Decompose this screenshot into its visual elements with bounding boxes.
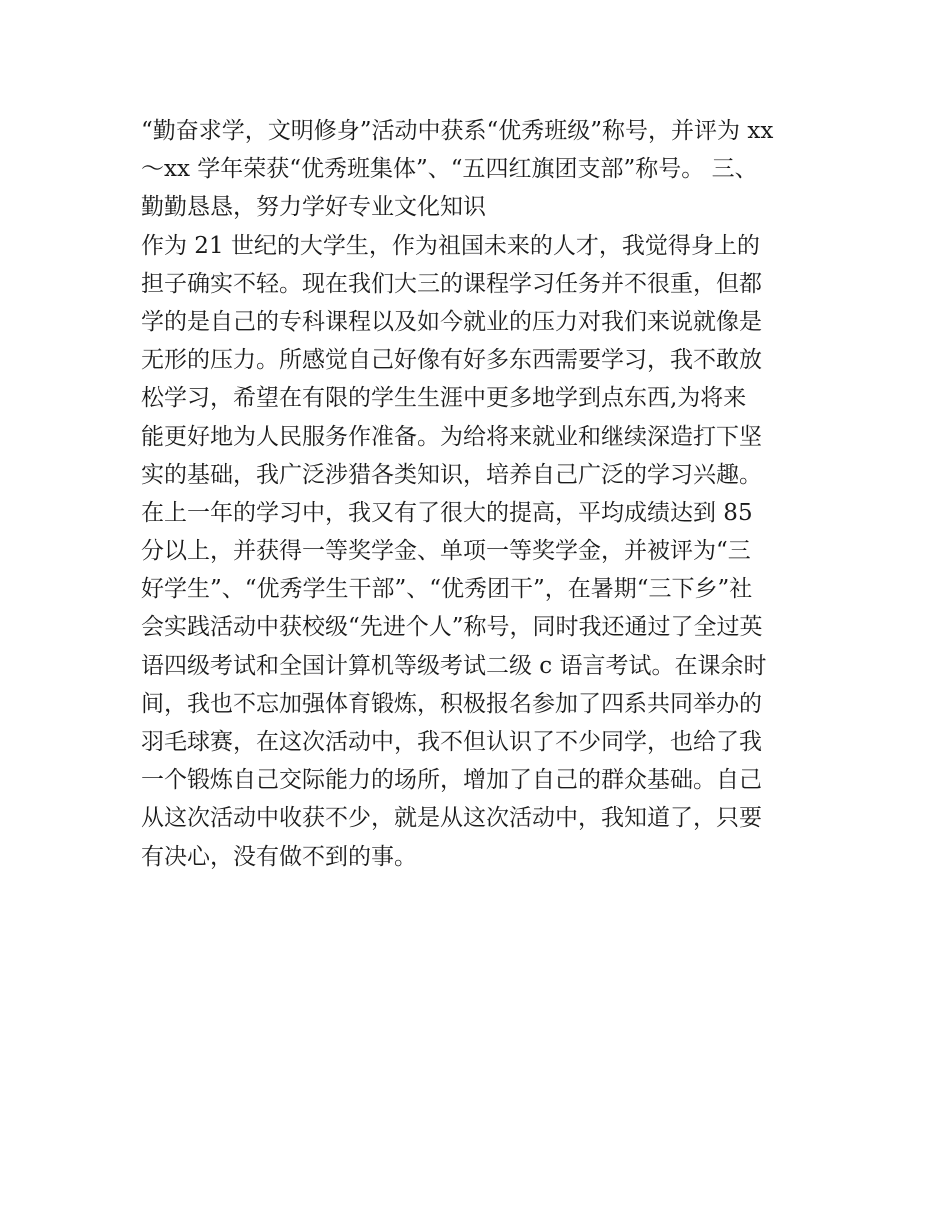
text-line: 作为 21 世纪的大学生，作为祖国未来的人才，我觉得身上的 [141, 232, 760, 259]
text-line: ～xx 学年荣获“优秀班集体”、“五四红旗团支部”称号。 三、 [141, 156, 758, 183]
text-line: 学的是自己的专科课程以及如今就业的压力对我们来说就像是 [141, 308, 762, 335]
text-line: 能更好地为人民服务作准备。为给将来就业和继续深造打下坚 [141, 423, 762, 450]
text-line: 分以上，并获得一等奖学金、单项一等奖学金，并被评为“三 [141, 538, 751, 565]
text-line: 有决心，没有做不到的事。 [141, 843, 417, 870]
text-line: 从这次活动中收获不少，就是从这次活动中，我知道了，只要 [141, 805, 762, 832]
text-line: “勤奋求学，文明修身”活动中获系“优秀班级”称号，并评为 xx [141, 118, 774, 144]
text-line: 实的基础，我广泛涉猎各类知识，培养自己广泛的学习兴趣。 [141, 461, 762, 488]
text-line: 无形的压力。所感觉自己好像有好多东西需要学习，我不敢放 [141, 347, 762, 374]
text-line: 在上一年的学习中，我又有了很大的提高，平均成绩达到 85 [141, 499, 753, 526]
text-line: 会实践活动中获校级“先进个人”称号，同时我还通过了全过英 [141, 614, 763, 641]
text-line: 间，我也不忘加强体育锻炼，积极报名参加了四系共同举办的 [141, 690, 762, 717]
text-line: 羽毛球赛，在这次活动中，我不但认识了不少同学，也给了我 [141, 729, 762, 755]
text-line: 勤勤恳恳，努力学好专业文化知识 [141, 194, 486, 221]
text-line: 松学习，希望在有限的学生生涯中更多地学到点东西,为将来 [141, 385, 747, 412]
body-text [141, 112, 821, 876]
text-line: 好学生”、“优秀学生干部”、“优秀团干”，在暑期“三下乡”社 [141, 576, 753, 603]
text-line: 一个锻炼自己交际能力的场所，增加了自己的群众基础。自己 [141, 767, 762, 794]
text-line: 担子确实不轻。现在我们大三的课程学习任务并不很重，但都 [141, 270, 762, 297]
text-line: 语四级考试和全国计算机等级考试二级 c 语言考试。在课余时 [141, 652, 767, 679]
